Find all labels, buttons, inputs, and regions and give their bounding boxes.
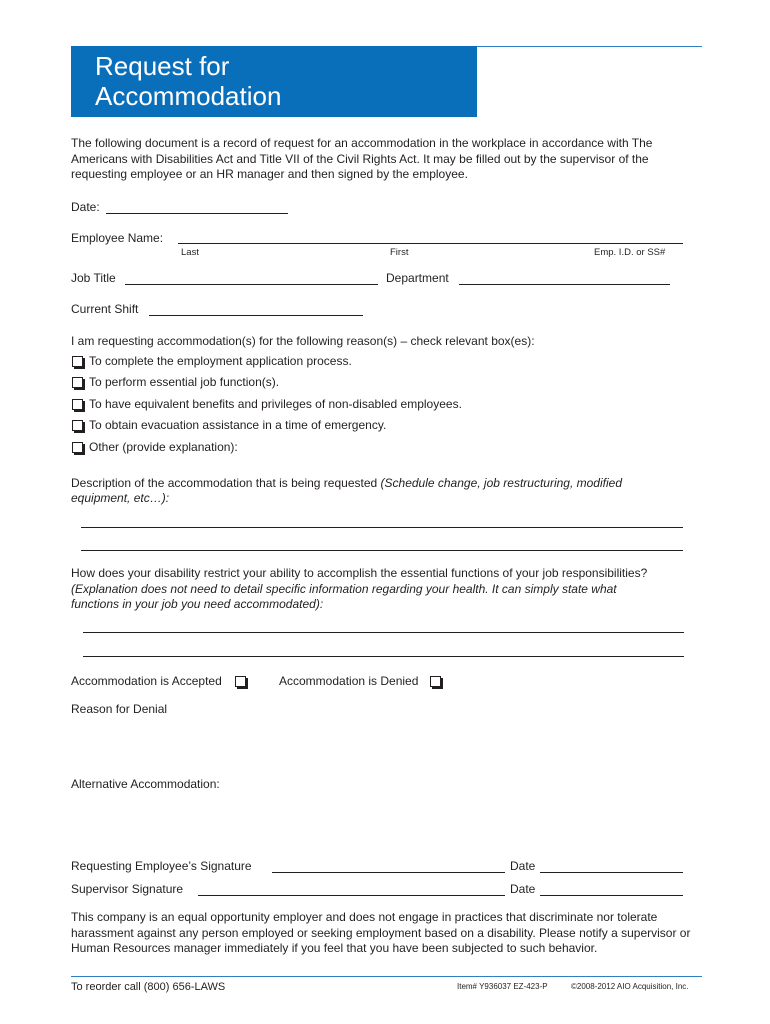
description-line-2[interactable] xyxy=(81,550,683,551)
supervisor-date-label: Date xyxy=(510,882,536,896)
restriction-question: How does your disability restrict your ability to accomplish the essential functions of your job responsibilities? xyxy=(71,566,648,580)
date-field[interactable] xyxy=(106,213,288,214)
page-title xyxy=(95,51,281,111)
footer-rule xyxy=(71,976,702,977)
reason-checkbox-3[interactable] xyxy=(72,399,83,410)
description-label xyxy=(71,476,622,491)
description-hint: (Schedule change, job restructuring, modified xyxy=(380,476,622,490)
employee-date-label: Date xyxy=(510,859,536,873)
reason-checkbox-5[interactable] xyxy=(72,442,83,453)
supervisor-signature-label: Supervisor Signature xyxy=(71,882,184,896)
checkbox-icon xyxy=(72,356,83,367)
reorder-text: To reorder call (800) 656-LAWS xyxy=(71,981,226,993)
accepted-label: Accommodation is Accepted xyxy=(71,674,222,688)
reason-checkbox-2[interactable] xyxy=(72,377,83,388)
checkbox-icon xyxy=(235,676,246,687)
description-label-text: Description of the accommodation that is being requested xyxy=(71,476,381,490)
reason-label-1: To complete the employment application process. xyxy=(89,354,352,368)
eeo-statement: This company is an equal opportunity employer and does not engage in practices that discriminate nor tolerate harassment against any person employed or seeking employment based on a disability. Please notify a supervisor or Human Resources manager immediately if you feel that you have been subjected to such behavior. xyxy=(71,910,691,955)
page-title-line2: Accommodation xyxy=(95,81,282,111)
description-line-1[interactable] xyxy=(81,527,683,528)
reason-label-3: To have equivalent benefits and privileges of non-disabled employees. xyxy=(89,397,462,411)
page-title-line1: Request for xyxy=(95,51,230,81)
checkbox-icon xyxy=(72,442,83,453)
reason-for-denial-label: Reason for Denial xyxy=(71,702,168,716)
description-hint-line2: equipment, etc…): xyxy=(71,491,170,505)
date-label: Date: xyxy=(71,200,100,214)
denied-checkbox[interactable] xyxy=(430,676,441,687)
job-title-field[interactable] xyxy=(125,284,378,285)
checkbox-icon xyxy=(430,676,441,687)
restriction-line-2[interactable] xyxy=(83,656,684,657)
reason-label-2: To perform essential job function(s). xyxy=(89,375,280,389)
job-title-label: Job Title xyxy=(71,271,116,285)
reasons-prompt: I am requesting accommodation(s) for the following reason(s) – check relevant box(es): xyxy=(71,334,535,348)
employee-name-sub-last: Last xyxy=(181,247,199,258)
restriction-line-1[interactable] xyxy=(83,632,684,633)
employee-signature-field[interactable] xyxy=(272,872,505,873)
accepted-checkbox[interactable] xyxy=(235,676,246,687)
reason-checkbox-4[interactable] xyxy=(72,420,83,431)
reason-label-5: Other (provide explanation): xyxy=(89,440,238,454)
alternative-accommodation-label: Alternative Accommodation: xyxy=(71,777,220,791)
employee-name-sub-first: First xyxy=(390,247,409,258)
reason-label-4: To obtain evacuation assistance in a time of emergency. xyxy=(89,418,387,432)
employee-date-field[interactable] xyxy=(540,872,683,873)
current-shift-label: Current Shift xyxy=(71,302,139,316)
denied-label: Accommodation is Denied xyxy=(279,674,419,688)
supervisor-signature-field[interactable] xyxy=(198,895,505,896)
restriction-hint-line2: functions in your job you need accommodated): xyxy=(71,597,324,611)
supervisor-date-field[interactable] xyxy=(540,895,683,896)
checkbox-icon xyxy=(72,399,83,410)
checkbox-icon xyxy=(72,377,83,388)
employee-name-sub-id: Emp. I.D. or SS# xyxy=(594,247,666,258)
item-number: Item# Y936037 EZ-423-P xyxy=(457,982,548,991)
current-shift-field[interactable] xyxy=(149,315,363,316)
reason-checkbox-1[interactable] xyxy=(72,356,83,367)
employee-signature-label: Requesting Employee’s Signature xyxy=(71,859,252,873)
intro-paragraph: The following document is a record of request for an accommodation in the workplace in accordance with The Americans with Disabilities Act and Title VII of the Civil Rights Act. It may be filled out by the supervisor of the requesting employee or an HR manager and then signed by the employee. xyxy=(71,136,653,181)
checkbox-icon xyxy=(72,420,83,431)
employee-name-label: Employee Name: xyxy=(71,231,164,245)
restriction-hint-line1: (Explanation does not need to detail specific information regarding your health. It can simply state what xyxy=(71,582,617,596)
department-field[interactable] xyxy=(459,284,670,285)
department-label: Department xyxy=(386,271,449,285)
employee-name-field[interactable] xyxy=(178,243,683,244)
copyright: ©2008-2012 AIO Acquisition, Inc. xyxy=(571,982,689,991)
